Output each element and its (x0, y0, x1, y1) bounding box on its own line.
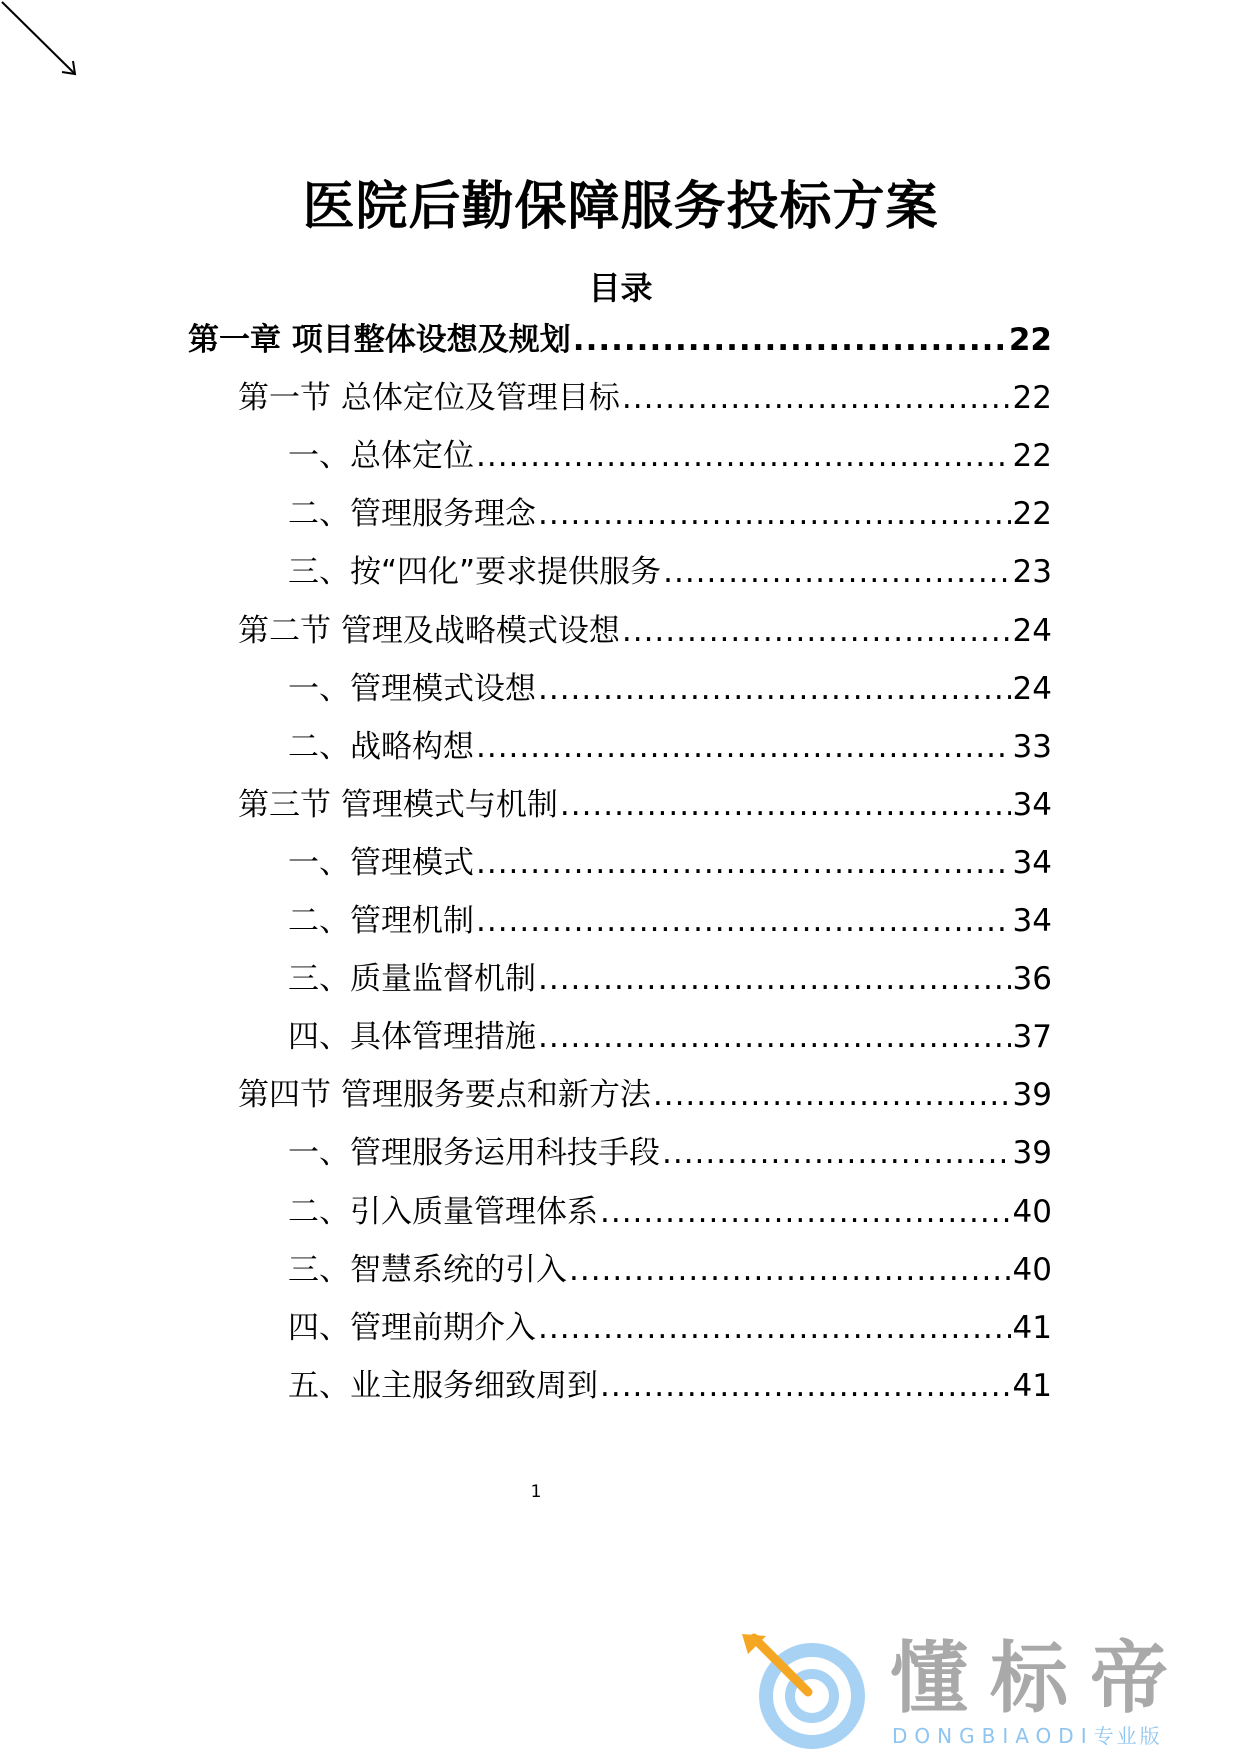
toc-entry-page: 36 (1012, 961, 1052, 998)
toc-entry[interactable] (238, 372, 1052, 424)
toc-dot-leader (538, 1011, 1011, 1063)
toc-entry-page: 41 (1012, 1367, 1052, 1404)
toc-entry[interactable] (288, 1302, 1052, 1354)
toc-entry[interactable] (188, 314, 1052, 366)
toc-entry[interactable] (288, 488, 1052, 540)
toc-entry-page: 22 (1012, 438, 1052, 475)
toc-entry-title: 三、质量监督机制 (288, 961, 536, 998)
toc-dot-leader (573, 314, 1007, 366)
toc-entry[interactable] (288, 1127, 1052, 1179)
toc-entry[interactable] (288, 1011, 1052, 1063)
toc-entry-title: 一、管理服务运用科技手段 (288, 1135, 660, 1172)
toc-entry-title: 一、总体定位 (288, 438, 474, 475)
toc-entry-title: 第一章 项目整体设想及规划 (188, 322, 571, 358)
target-arrow-icon (740, 1632, 870, 1750)
toc-entry-title: 二、引入质量管理体系 (288, 1193, 598, 1230)
toc-entry[interactable] (288, 1360, 1052, 1412)
toc-heading: 目录 (588, 269, 653, 307)
toc-entry-page: 22 (1012, 380, 1052, 417)
toc-dot-leader (622, 605, 1011, 657)
toc-dot-leader (476, 721, 1011, 773)
toc-entry[interactable] (288, 1186, 1052, 1238)
toc-entry[interactable] (288, 663, 1052, 715)
toc-entry[interactable] (288, 721, 1052, 773)
toc-entry-page: 40 (1012, 1193, 1052, 1230)
toc-entry-page: 24 (1012, 670, 1052, 707)
toc-entry-title: 四、具体管理措施 (288, 1019, 536, 1056)
toc-entry[interactable] (238, 605, 1052, 657)
toc-dot-leader (653, 1069, 1011, 1121)
toc-entry[interactable] (288, 546, 1052, 598)
toc-entry-title: 一、管理模式 (288, 844, 474, 881)
toc-dot-leader (538, 953, 1011, 1005)
toc-entry-page: 41 (1012, 1309, 1052, 1346)
page-number: 1 (530, 1482, 542, 1502)
toc-entry-page: 37 (1012, 1019, 1052, 1056)
toc-dot-leader (476, 430, 1011, 482)
watermark-subtitle (892, 1724, 1163, 1748)
toc-dot-leader (538, 663, 1011, 715)
toc-dot-leader (600, 1360, 1011, 1412)
toc-dot-leader (538, 1302, 1011, 1354)
diagonal-arrow-icon (0, 0, 90, 90)
toc-entry[interactable] (288, 895, 1052, 947)
toc-entry-title: 一、管理模式设想 (288, 670, 536, 707)
toc-entry[interactable] (238, 1069, 1052, 1121)
toc-entry-title: 第三节 管理模式与机制 (238, 786, 558, 823)
toc-entry[interactable] (288, 1244, 1052, 1296)
toc-entry-title: 五、业主服务细致周到 (288, 1367, 598, 1404)
watermark-latin: DONGBIAODI (892, 1724, 1094, 1748)
toc-entry-page: 40 (1012, 1251, 1052, 1288)
toc-entry-title: 三、智慧系统的引入 (288, 1251, 567, 1288)
toc-dot-leader (538, 488, 1011, 540)
toc-entry-title: 二、管理机制 (288, 903, 474, 939)
toc-dot-leader (663, 546, 1010, 598)
toc-entry-page: 34 (1012, 903, 1052, 939)
toc-entry-title: 第二节 管理及战略模式设想 (238, 612, 620, 649)
toc-entry[interactable] (238, 779, 1052, 831)
toc-entry-title: 二、战略构想 (288, 728, 474, 765)
toc-dot-leader (476, 837, 1011, 889)
watermark-brand: 懂标帝 (890, 1634, 1191, 1724)
toc-entry-page: 39 (1012, 1135, 1052, 1172)
watermark (740, 1632, 1220, 1750)
document-title: 医院后勤保障服务投标方案 (302, 177, 939, 237)
toc-entry-page: 34 (1012, 844, 1052, 881)
toc-dot-leader (622, 372, 1011, 424)
toc-dot-leader (476, 895, 1011, 947)
toc-entry-page: 23 (1012, 554, 1052, 591)
toc-dot-leader (662, 1127, 1011, 1179)
toc-entry-title: 第一节 总体定位及管理目标 (238, 380, 620, 417)
toc-dot-leader (569, 1244, 1011, 1296)
toc-entry-page: 24 (1012, 612, 1052, 649)
toc-entry[interactable] (288, 953, 1052, 1005)
watermark-tag: 专业版 (1093, 1724, 1163, 1748)
toc-dot-leader (600, 1186, 1011, 1238)
toc-entry-title: 四、管理前期介入 (288, 1309, 536, 1346)
toc-entry[interactable] (288, 430, 1052, 482)
toc-entry-title: 三、按“四化”要求提供服务 (288, 554, 662, 591)
toc-entry-page: 22 (1012, 496, 1052, 533)
toc-entry-page: 22 (1008, 322, 1052, 358)
toc-entry[interactable] (288, 837, 1052, 889)
toc-entry-page: 33 (1012, 728, 1052, 765)
toc-entry-title: 二、管理服务理念 (288, 496, 536, 533)
toc-entry-title: 第四节 管理服务要点和新方法 (238, 1077, 651, 1114)
toc-entry-page: 34 (1012, 786, 1052, 823)
toc-dot-leader (560, 779, 1011, 831)
toc-entry-page: 39 (1012, 1077, 1052, 1114)
